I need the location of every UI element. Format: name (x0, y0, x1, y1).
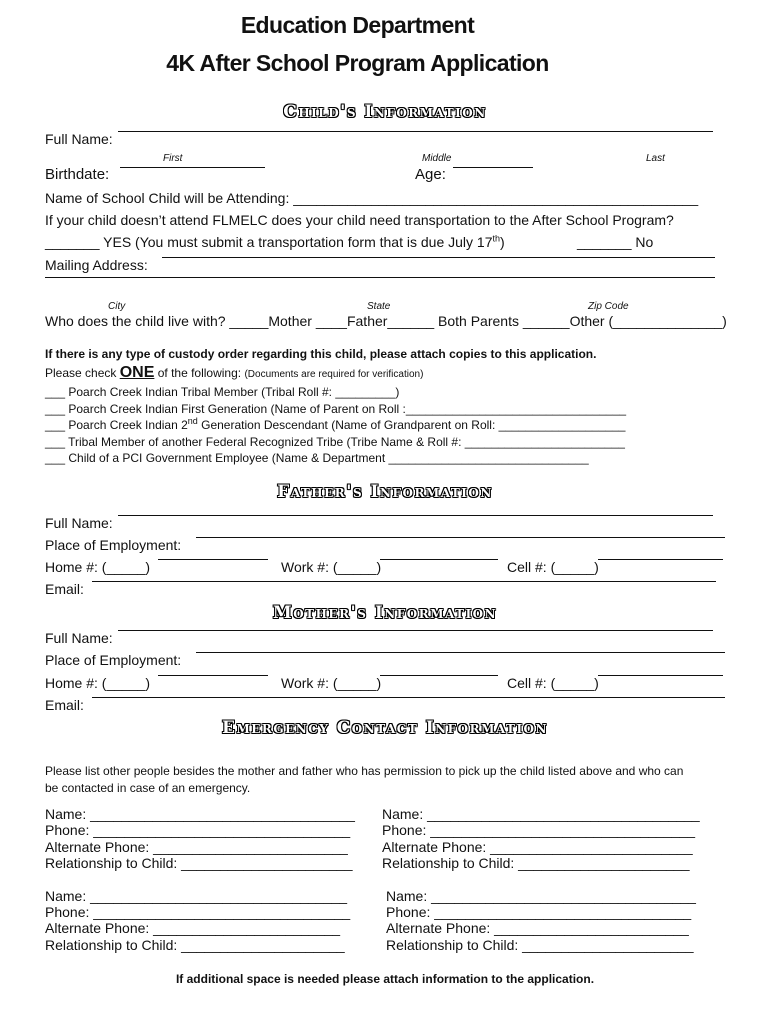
emergency-section-heading: Emergency Contact Information (222, 718, 548, 738)
contact3-phone[interactable]: Phone: _________________________________ (45, 904, 351, 920)
check-one-instruction: Please check ONE of the following: (Documents are required for verification) (45, 364, 424, 381)
father-work-field[interactable] (380, 559, 498, 560)
father-section-heading: Father's Information (277, 482, 493, 502)
mother-work-label: Work #: (_____) (281, 675, 382, 691)
mother-employment-label: Place of Employment: (45, 652, 182, 668)
mailing-address-field[interactable] (162, 257, 715, 258)
contact1-name[interactable]: Name: __________________________________ (45, 806, 355, 822)
age-field[interactable] (453, 167, 533, 168)
child-full-name-label: Full Name: (45, 131, 113, 147)
mother-work-field[interactable] (380, 675, 498, 676)
contact4-name[interactable]: Name: __________________________________ (386, 888, 696, 904)
contact2-phone[interactable]: Phone: __________________________________ (382, 822, 695, 838)
contact2-alt-phone[interactable]: Alternate Phone: __________________________ (382, 839, 693, 855)
contact2-name[interactable]: Name: ___________________________________ (382, 806, 700, 822)
father-home-field[interactable] (158, 559, 268, 560)
contact1-phone[interactable]: Phone: _________________________________ (45, 822, 351, 838)
emergency-intro-line2: be contacted in case of an emergency. (45, 781, 251, 795)
footer-note: If additional space is needed please attach information to the application. (175, 972, 595, 986)
father-email-field[interactable] (92, 581, 716, 582)
age-label: Age: (415, 166, 446, 183)
birthdate-field[interactable] (120, 167, 265, 168)
father-full-name-field[interactable] (118, 515, 713, 516)
mother-home-field[interactable] (158, 675, 268, 676)
mother-full-name-label: Full Name: (45, 630, 113, 646)
mother-email-field[interactable] (92, 697, 725, 698)
zip-caption: Zip Code (588, 301, 629, 312)
mother-full-name-field[interactable] (118, 630, 713, 631)
emergency-intro-line1: Please list other people besides the mother and father who has permission to pick up the child listed above and who can (45, 764, 684, 778)
city-caption: City (108, 301, 126, 312)
father-employment-label: Place of Employment: (45, 537, 182, 553)
state-caption: State (367, 301, 391, 312)
father-work-label: Work #: (_____) (281, 559, 382, 575)
first-caption: First (163, 153, 183, 164)
mother-email-label: Email: (45, 697, 84, 713)
contact4-alt-phone[interactable]: Alternate Phone: _________________________ (386, 920, 689, 936)
mother-cell-label: Cell #: (_____) (507, 675, 599, 691)
father-employment-field[interactable] (196, 537, 725, 538)
contact4-phone[interactable]: Phone: _________________________________ (386, 904, 692, 920)
middle-caption: Middle (422, 153, 452, 164)
father-email-label: Email: (45, 581, 84, 597)
contact3-name[interactable]: Name: _________________________________ (45, 888, 348, 904)
mailing-address-field-2[interactable] (45, 277, 715, 278)
custody-option-second-generation[interactable]: ___ Poarch Creek Indian 2nd Generation Descendant (Name of Grandparent on Roll: ___________________ (45, 416, 626, 432)
contact1-relationship[interactable]: Relationship to Child: ______________________ (45, 855, 353, 871)
school-line[interactable]: Name of School Child will be Attending: ____________________________________________________ (45, 190, 699, 206)
father-home-label: Home #: (_____) (45, 559, 151, 575)
mother-section-heading: Mother's Information (272, 603, 498, 623)
custody-option-pci-employee[interactable]: ___ Child of a PCI Government Employee (Name & Department ______________________________ (45, 451, 589, 465)
custody-option-first-generation[interactable]: ___ Poarch Creek Indian First Generation (Name of Parent on Roll :_________________________________ (45, 402, 627, 416)
father-full-name-label: Full Name: (45, 515, 113, 531)
document-subtitle: 4K After School Program Application (166, 50, 549, 76)
mother-cell-field[interactable] (598, 675, 723, 676)
custody-option-other-tribe[interactable]: ___ Tribal Member of another Federal Recognized Tribe (Tribe Name & Roll #: ________________________ (45, 435, 625, 449)
contact3-alt-phone[interactable]: Alternate Phone: ________________________ (45, 920, 341, 936)
child-full-name-field[interactable] (118, 131, 713, 132)
birthdate-label: Birthdate: (45, 166, 110, 183)
child-section-heading: Child's Information (283, 102, 487, 122)
custody-note: If there is any type of custody order regarding this child, please attach copies to this application. (45, 347, 597, 361)
mother-home-label: Home #: (_____) (45, 675, 151, 691)
transport-question: If your child doesn’t attend FLMELC does your child need transportation to the After School Program? (45, 212, 674, 228)
transport-yes-option[interactable]: _______ YES (You must submit a transportation form that is due July 17th) (45, 233, 505, 250)
document-title: Education Department (240, 12, 475, 38)
father-cell-label: Cell #: (_____) (507, 559, 599, 575)
mother-employment-field[interactable] (196, 652, 725, 653)
contact1-alt-phone[interactable]: Alternate Phone: _________________________ (45, 839, 348, 855)
contact3-relationship[interactable]: Relationship to Child: _____________________ (45, 937, 345, 953)
contact4-relationship[interactable]: Relationship to Child: ______________________ (386, 937, 694, 953)
lives-with-line[interactable]: Who does the child live with? _____Mother ____Father______ Both Parents ______Other (______________) (45, 313, 727, 329)
father-cell-field[interactable] (598, 559, 723, 560)
custody-option-tribal-member[interactable]: ___ Poarch Creek Indian Tribal Member (Tribal Roll #: _________) (45, 385, 400, 399)
last-caption: Last (646, 153, 665, 164)
mailing-address-label: Mailing Address: (45, 257, 148, 273)
transport-no-option[interactable]: _______ No (577, 234, 654, 250)
contact2-relationship[interactable]: Relationship to Child: ______________________ (382, 855, 690, 871)
